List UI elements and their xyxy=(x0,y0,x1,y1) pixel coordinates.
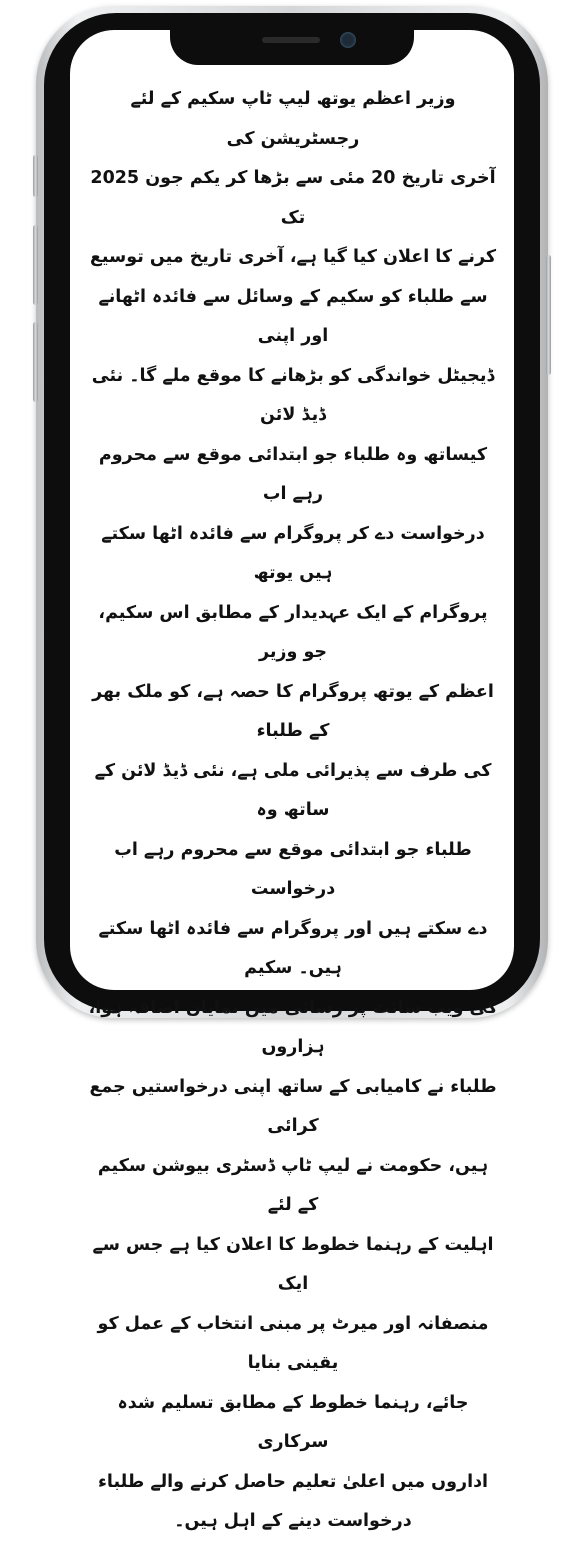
article-line: درخواست دے کر پروگرام سے فائدہ اٹھا سکتے ہیں یوتھ xyxy=(101,523,485,583)
article-line: اداروں میں اعلیٰ تعلیم حاصل کرنے والے طلباء xyxy=(97,1471,489,1492)
article-line: کی ویب سائٹ پر رسائی میں نمایاں اضافہ ہوا، ہزاروں xyxy=(88,997,498,1057)
article-line: جائے، رہنما خطوط کے مطابق تسلیم شدہ سرکاری xyxy=(117,1392,469,1452)
silent-switch xyxy=(33,155,38,197)
volume-up-button xyxy=(33,225,38,305)
article-line: اعظم کے یوتھ پروگرام کا حصہ ہے، کو ملک بھر کے طلباء xyxy=(92,681,494,741)
speaker-grille xyxy=(262,37,320,43)
article-text xyxy=(88,80,498,1542)
article-line: سے طلباء کو سکیم کے وسائل سے فائدہ اٹھانے اور اپنی xyxy=(98,286,488,346)
article-line: کرنے کا اعلان کیا گیا ہے، آخری تاریخ میں توسیع xyxy=(89,247,497,267)
article-line: وزیر اعظم یوتھ لیپ ٹاپ سکیم کے لئے رجسٹریشن کی xyxy=(130,89,456,149)
article-line: طلباء جو ابتدائی موقع سے محروم رہے اب درخواست xyxy=(114,839,472,899)
article-line: اہلیت کے رہنما خطوط کا اعلان کیا ہے جس سے ایک xyxy=(92,1234,494,1294)
phone-screen[interactable] xyxy=(70,30,514,1531)
article-line: پروگرام کے ایک عہدیدار کے مطابق اس سکیم، جو وزیر xyxy=(98,602,488,662)
article-line: دے سکتے ہیں اور پروگرام سے فائدہ اٹھا سکتے ہیں۔ سکیم xyxy=(98,918,488,978)
article-line: ڈیجیٹل خواندگی کو بڑھانے کا موقع ملے گا۔ نئی ڈیڈ لائن xyxy=(91,365,495,425)
article-line: کی طرف سے پذیرائی ملی ہے، نئی ڈیڈ لائن کے ساتھ وہ xyxy=(94,760,492,820)
article-line: آخری تاریخ 20 مئی سے بڑھا کر یکم جون 2025 تک xyxy=(90,168,496,228)
power-button xyxy=(546,255,551,375)
front-camera-icon xyxy=(340,32,356,48)
article-line: کیساتھ وہ طلباء جو ابتدائی موقع سے محروم رہے اب xyxy=(98,444,488,504)
phone-notch xyxy=(170,13,414,65)
article-line: منصفانہ اور میرٹ پر مبنی انتخاب کے عمل کو یقینی بنایا xyxy=(97,1313,489,1373)
volume-down-button xyxy=(33,322,38,402)
article-line: طلباء نے کامیابی کے ساتھ اپنی درخواستیں جمع کرائی xyxy=(89,1076,497,1136)
article-line: درخواست دینے کے اہل ہیں۔ xyxy=(174,1511,412,1531)
article-line: ہیں، حکومت نے لیپ ٹاپ ڈسٹری بیوشن سکیم کے لئے xyxy=(97,1155,489,1215)
